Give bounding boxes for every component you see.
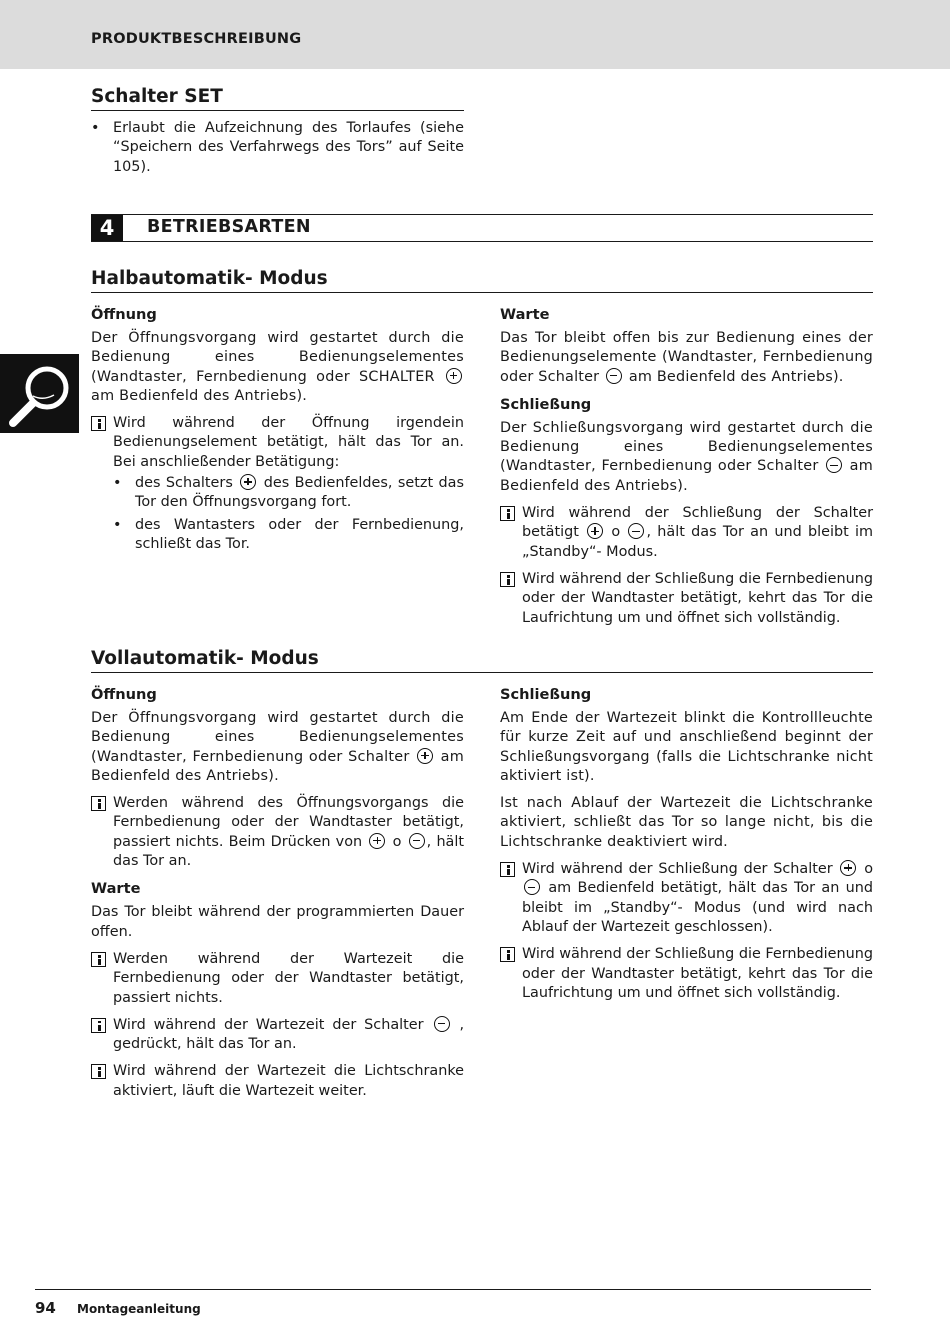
voll-schliessung-note-1 <box>500 860 873 937</box>
voll-schliessung-paragraph-1: Am Ende der Wartezeit blinkt die Kontrollleuchte für kurze Zeit auf und anschließend beginnt der Schließungsvorgang (falls die Lichtschranke nicht aktiviert ist). <box>500 710 873 784</box>
halb-oeffnung-note <box>91 414 464 472</box>
chapter-rule-top <box>91 214 873 215</box>
voll-left-column <box>91 685 464 1101</box>
voll-warte-heading: Warte <box>91 880 141 898</box>
voll-schliessung-heading: Schließung <box>500 686 592 703</box>
halb-warte-heading: Warte <box>500 306 550 323</box>
info-icon <box>500 572 515 587</box>
halb-schliessung-paragraph <box>500 419 873 496</box>
halb-left-column <box>91 305 464 554</box>
minus-symbol-icon <box>606 368 622 384</box>
footer-rule <box>35 1289 871 1290</box>
text-fragment: , hält das Tor an und bleibt im „Standby“- Modus. <box>522 524 874 560</box>
minus-symbol-icon <box>628 523 644 539</box>
footer-label: Montageanleitung <box>77 1302 201 1316</box>
voll-schliessung-paragraph-2: Ist nach Ablauf der Wartezeit die Lichtschranke aktiviert, schließt das Tor so lange nicht, bis die Lichtschranke deaktiviert wird. <box>500 795 873 850</box>
halb-title: Halbautomatik- Modus <box>91 268 328 289</box>
text-fragment: o <box>611 524 621 541</box>
voll-oeffnung-heading: Öffnung <box>91 686 157 703</box>
text-fragment: am Bedienfeld des Antriebs). <box>500 458 874 494</box>
halb-right-column <box>500 305 873 628</box>
magnifier-icon <box>0 354 79 433</box>
voll-oeffnung-note <box>91 794 464 871</box>
plus-symbol-icon <box>369 833 385 849</box>
text-fragment: am Bedienfeld des Antriebs). <box>91 748 465 784</box>
halb-schliessung-note-2 <box>500 570 873 628</box>
info-icon <box>91 416 106 431</box>
header-title: PRODUKTBESCHREIBUNG <box>91 31 302 47</box>
info-icon <box>500 862 515 877</box>
minus-symbol-icon <box>524 879 540 895</box>
plus-symbol-icon <box>417 748 433 764</box>
minus-symbol-icon <box>434 1016 450 1032</box>
plus-symbol-icon <box>587 523 603 539</box>
text-fragment: am Bedienfeld des Antriebs). <box>91 387 308 404</box>
halb-oeffnung-paragraph <box>91 329 464 406</box>
halb-oeffnung-heading: Öffnung <box>91 306 157 323</box>
text-fragment: am Bedienfeld des Antriebs). <box>628 368 844 385</box>
voll-warte-note-1 <box>91 950 464 1008</box>
voll-rule <box>91 672 873 673</box>
voll-warte-note-2 <box>91 1016 464 1055</box>
chapter-number: 4 <box>91 215 123 241</box>
set-section-rule <box>91 110 464 111</box>
text-fragment: des Schalters <box>135 475 233 492</box>
text-fragment: Der Schließungsvorgang wird gestartet durch die Bedienung eines Bedienungselementes (Wandtaster, Fernbedienung oder Schalter <box>500 419 873 475</box>
text-fragment: Der Öffnungsvorgang wird gestartet durch die Bedienung eines Bedienungselementes (Wandtaster, Fernbedienung oder SCHALTER <box>91 330 464 385</box>
chapter-rule-bottom <box>91 241 873 242</box>
voll-oeffnung-paragraph <box>91 709 464 786</box>
page-number: 94 <box>35 1299 56 1317</box>
text-fragment: Wird während der Schließung der Schalter <box>522 861 833 878</box>
info-icon <box>500 947 515 962</box>
voll-title: Vollautomatik- Modus <box>91 648 319 669</box>
text-fragment: o <box>392 833 402 850</box>
info-icon <box>91 1064 106 1079</box>
info-icon <box>91 1018 106 1033</box>
halb-schliessung-heading: Schließung <box>500 395 592 413</box>
halb-rule <box>91 292 873 293</box>
note-text: Wird während der Öffnung irgendein Bedienungselement betätigt, hält das Tor an. Bei anschließender Betätigung: <box>113 415 464 470</box>
text-fragment: , hält das Tor an. <box>113 833 465 870</box>
plus-symbol-icon <box>446 368 462 384</box>
minus-symbol-icon <box>409 833 425 849</box>
note-text: Wird während der Schließung die Fernbedienung oder der Wandtaster betätigt, kehrt das Tor die Laufrichtung um und öffnet sich vollständig. <box>522 946 873 1001</box>
text-fragment: Wird während der Schließung der Schalter betätigt <box>522 505 873 541</box>
info-icon <box>500 506 515 521</box>
set-section-title: Schalter SET <box>91 86 223 107</box>
chapter-title: BETRIEBSARTEN <box>147 217 311 237</box>
halb-warte-paragraph <box>500 329 873 387</box>
minus-symbol-icon <box>826 457 842 473</box>
list-item <box>113 474 464 513</box>
set-section-body <box>91 119 464 177</box>
voll-schliessung-note-2 <box>500 945 873 1003</box>
halb-schliessung-note-1 <box>500 504 873 562</box>
info-icon <box>91 952 106 967</box>
text-fragment: Das Tor bleibt offen bis zur Bedienung eines der Bedienungselemente (Wandtaster, Fernbedienung oder Schalter <box>500 330 873 385</box>
voll-warte-note-3 <box>91 1062 464 1101</box>
note-text: Wird während der Schließung die Fernbedienung oder der Wandtaster betätigt, kehrt das Tor die Laufrichtung um und öffnet sich vollständig. <box>522 570 873 626</box>
plus-symbol-icon <box>840 860 856 876</box>
list-item: • des Wantasters oder der Fernbedienung, schließt das Tor. <box>113 516 464 555</box>
voll-right-column <box>500 685 873 1003</box>
note-text: Werden während der Wartezeit die Fernbedienung oder der Wandtaster betätigt, passiert nichts. <box>113 950 464 1006</box>
plus-symbol-icon <box>240 474 256 490</box>
text-fragment: Wird während der Wartezeit der Schalter <box>113 1016 424 1033</box>
note-text: Wird während der Wartezeit die Lichtschranke aktiviert, läuft die Wartezeit weiter. <box>113 1063 464 1099</box>
text-fragment: o <box>864 861 874 878</box>
text-fragment: Werden während des Öffnungsvorgangs die Fernbedienung oder der Wandtaster betätigt, passiert nichts. Beim Drücken von <box>113 795 464 850</box>
info-icon <box>91 796 106 811</box>
text-fragment: , gedrückt, hält das Tor an. <box>113 1016 465 1053</box>
text-fragment: des Bedienfeldes, setzt das Tor den Öffnungsvorgang fort. <box>135 475 464 511</box>
text-fragment: am Bedienfeld betätigt, hält das Tor an und bleibt im „Standby“- Modus (und wird nach Ablauf der Wartezeit geschlossen). <box>522 880 873 935</box>
set-bullet: • Erlaubt die Aufzeichnung des Torlaufes (siehe “Speichern des Verfahrwegs des Tors” auf Seite 105). <box>91 119 464 177</box>
voll-warte-paragraph: Das Tor bleibt während der programmierten Dauer offen. <box>91 904 464 940</box>
text-fragment: Der Öffnungsvorgang wird gestartet durch die Bedienung eines Bedienungselementes (Wandtaster, Fernbedienung oder Schalter <box>91 710 464 765</box>
halb-oeffnung-sublist <box>113 474 464 554</box>
